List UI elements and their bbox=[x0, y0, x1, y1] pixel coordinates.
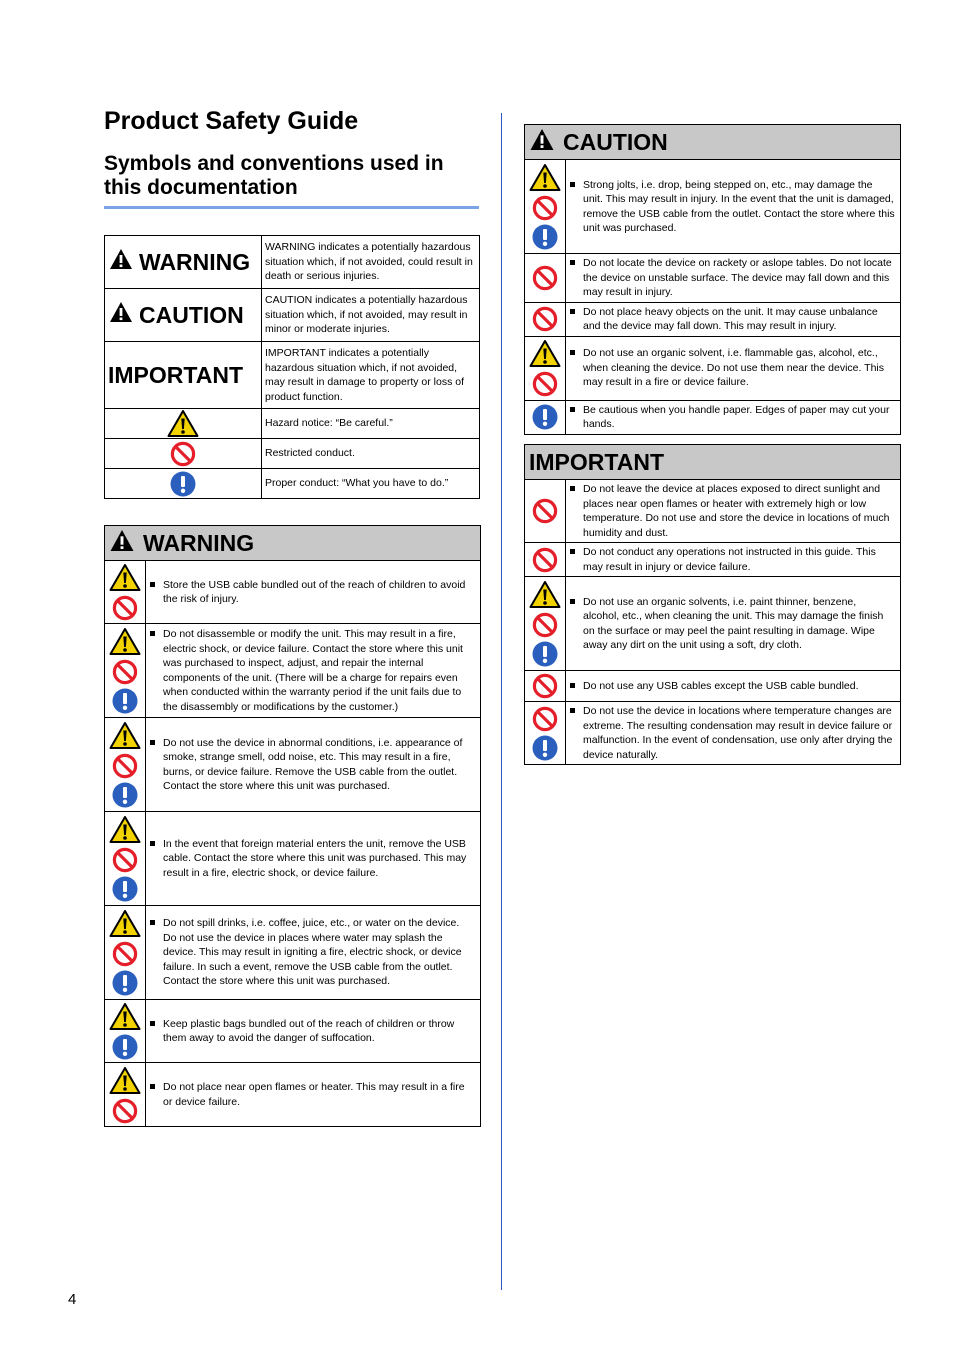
legend-row-restricted bbox=[105, 439, 480, 469]
subtitle-rule bbox=[104, 206, 479, 209]
caution-header bbox=[525, 125, 900, 159]
bullet-square-icon bbox=[570, 182, 575, 187]
prohibited-icon bbox=[532, 498, 558, 524]
warning-row bbox=[105, 718, 481, 812]
caution-header-row bbox=[525, 125, 901, 160]
mandatory-icon bbox=[532, 641, 558, 667]
bullet-square-icon bbox=[150, 841, 155, 846]
warning-header-label: WARNING bbox=[143, 529, 255, 556]
important-row-text: Do not use the device in locations where temperature changes are extreme. The resulting condensation may result in device failure or malfunction. In the event of condensation, use only after drying the device naturally. bbox=[583, 705, 893, 761]
important-row bbox=[525, 671, 901, 702]
column-divider bbox=[501, 113, 502, 1290]
legend-warning-desc: WARNING indicates a potentially hazardous situation which, if not avoided, could result in death or serious injuries. bbox=[262, 236, 480, 289]
warning-row-icons bbox=[105, 561, 146, 624]
caution-triangle-icon bbox=[109, 301, 139, 329]
bullet-square-icon bbox=[570, 708, 575, 713]
caution-row-icons bbox=[525, 336, 566, 400]
important-row-icons bbox=[525, 543, 566, 577]
caution-row-text: Strong jolts, i.e. drop, being stepped on, etc., may damage the unit. This may result in injury. In the event that the unit is damaged, remove the USB cable from the outlet. Contact the store where this unit was purchased. bbox=[583, 178, 895, 234]
hazard-icon bbox=[109, 627, 141, 656]
warning-row-text: Keep plastic bags bundled out of the reach of children or throw them away to avoid the danger of suffocation. bbox=[163, 1017, 455, 1044]
warning-row-icons bbox=[105, 1000, 146, 1063]
prohibited-icon bbox=[112, 753, 138, 779]
bullet-square-icon bbox=[570, 486, 575, 491]
page-number: 4 bbox=[68, 1291, 77, 1308]
hazard-icon bbox=[109, 563, 141, 592]
hazard-icon bbox=[109, 1066, 141, 1095]
caution-row-icons bbox=[525, 400, 566, 434]
prohibited-icon bbox=[532, 706, 558, 732]
warning-header-row bbox=[105, 526, 481, 561]
bullet-square-icon bbox=[570, 683, 575, 688]
caution-row bbox=[525, 336, 901, 400]
warning-table bbox=[104, 525, 481, 1127]
symbol-legend-table bbox=[104, 235, 480, 499]
important-row-text: Do not conduct any operations not instructed in this guide. This may result in injury or device failure. bbox=[583, 546, 876, 573]
caution-header-label: CAUTION bbox=[563, 128, 668, 155]
mandatory-icon bbox=[112, 1034, 138, 1060]
hazard-icon bbox=[109, 909, 141, 938]
page-title: Product Safety Guide bbox=[104, 107, 359, 135]
section-subtitle: Symbols and conventions used in this documentation bbox=[104, 152, 444, 199]
caution-row bbox=[525, 400, 901, 434]
prohibited-icon bbox=[112, 659, 138, 685]
bullet-square-icon bbox=[570, 549, 575, 554]
important-header-row bbox=[525, 445, 901, 480]
caution-row-icons bbox=[525, 160, 566, 254]
bullet-square-icon bbox=[570, 309, 575, 314]
bullet-square-icon bbox=[150, 582, 155, 587]
mandatory-icon bbox=[532, 404, 558, 430]
important-row bbox=[525, 480, 901, 543]
caution-table bbox=[524, 124, 901, 435]
legend-caution-desc: CAUTION indicates a potentially hazardous situation which, if not avoided, may result in minor or moderate injuries. bbox=[262, 289, 480, 342]
warning-row-text: Do not place near open flames or heater. This may result in a fire or device failure. bbox=[163, 1081, 465, 1108]
mandatory-icon bbox=[112, 876, 138, 902]
important-row-icons bbox=[525, 702, 566, 765]
bullet-square-icon bbox=[150, 1084, 155, 1089]
legend-row-warning bbox=[105, 236, 480, 289]
mandatory-icon bbox=[112, 970, 138, 996]
warning-row bbox=[105, 906, 481, 1000]
mandatory-icon bbox=[532, 224, 558, 250]
mandatory-icon bbox=[112, 688, 138, 714]
prohibited-icon bbox=[532, 673, 558, 699]
warning-row-text: Do not disassemble or modify the unit. This may result in a fire, electric shock, or device failure. Contact the store where this unit was purchased to inspect, adjust, and repair the internal components of the unit. (There will be a charge for repairs even when conducted within the warranty period if the unit fails due to the disassembly or modifications by the customer.) bbox=[163, 628, 463, 713]
warning-row-icons bbox=[105, 624, 146, 718]
important-header-label: IMPORTANT bbox=[529, 448, 665, 475]
prohibited-icon bbox=[112, 941, 138, 967]
legend-row-proper bbox=[105, 469, 480, 499]
legend-proper-desc: Proper conduct: “What you have to do.” bbox=[262, 469, 480, 499]
legend-restricted-icon-cell bbox=[105, 439, 262, 469]
bullet-square-icon bbox=[570, 407, 575, 412]
warning-row bbox=[105, 1000, 481, 1063]
important-header bbox=[525, 445, 900, 479]
warning-row-text: Do not spill drinks, i.e. coffee, juice, etc., or water on the device. Do not use the device in places where water may splash the device. This may result in igniting a fire, electric shock, or device failure. In such a event, remove the USB cable from the outlet. Contact the store where this unit was purchased. bbox=[163, 917, 462, 988]
prohibited-icon bbox=[112, 847, 138, 873]
legend-caution-label: CAUTION bbox=[139, 301, 244, 328]
important-row-text: Do not use any USB cables except the USB cable bundled. bbox=[583, 679, 859, 692]
caution-row-text: Do not locate the device on rackety or aslope tables. Do not locate the device on unstable surface. The device may fall down and this may result in injury. bbox=[583, 257, 892, 298]
warning-row bbox=[105, 624, 481, 718]
hazard-icon bbox=[167, 415, 199, 432]
important-row bbox=[525, 577, 901, 671]
warning-header bbox=[105, 526, 480, 560]
warning-row bbox=[105, 812, 481, 906]
bullet-square-icon bbox=[570, 350, 575, 355]
important-row-icons bbox=[525, 480, 566, 543]
important-row bbox=[525, 702, 901, 765]
caution-row-icons bbox=[525, 254, 566, 303]
warning-row-icons bbox=[105, 812, 146, 906]
important-table bbox=[524, 444, 901, 765]
legend-warning-label: WARNING bbox=[139, 248, 251, 275]
legend-row-caution bbox=[105, 289, 480, 342]
prohibited-icon bbox=[532, 547, 558, 573]
legend-restricted-desc: Restricted conduct. bbox=[262, 439, 480, 469]
important-row-icons bbox=[525, 671, 566, 702]
warning-row-icons bbox=[105, 906, 146, 1000]
warning-header-icon bbox=[109, 529, 143, 558]
legend-hazard-icon-cell bbox=[105, 409, 262, 439]
prohibited-icon bbox=[170, 445, 196, 462]
bullet-square-icon bbox=[570, 599, 575, 604]
prohibited-icon bbox=[532, 265, 558, 291]
caution-row-text: Be cautious when you handle paper. Edges of paper may cut your hands. bbox=[583, 403, 890, 430]
mandatory-icon bbox=[170, 475, 196, 492]
prohibited-icon bbox=[532, 612, 558, 638]
caution-row-icons bbox=[525, 302, 566, 336]
hazard-icon bbox=[529, 339, 561, 368]
bullet-square-icon bbox=[150, 631, 155, 636]
important-row-text: Do not leave the device at places exposed to direct sunlight and places near open flames or heater with extremely high or low temperature. Do not use and store the device in locations of much humidity and dust. bbox=[583, 483, 890, 539]
caution-row-text: Do not use an organic solvent, i.e. flammable gas, alcohol, etc., when cleaning the device. Do not use them near the device. This may result in a fire or device failure. bbox=[583, 347, 884, 389]
warning-row-text: Do not use the device in abnormal conditions, i.e. appearance of smoke, strange smell, odd noise, etc. This may result in a fire, burns, or device failure. Remove the USB cable from the outlet. Contact the store where this unit was purchased. bbox=[163, 736, 463, 792]
hazard-icon bbox=[109, 815, 141, 844]
prohibited-icon bbox=[532, 195, 558, 221]
warning-row-icons bbox=[105, 1063, 146, 1127]
bullet-square-icon bbox=[150, 920, 155, 925]
warning-row bbox=[105, 561, 481, 624]
mandatory-icon bbox=[532, 735, 558, 761]
caution-row-text: Do not place heavy objects on the unit. It may cause unbalance and the device may fall down. This may result in injury. bbox=[583, 305, 878, 332]
legend-row-hazard bbox=[105, 409, 480, 439]
hazard-icon bbox=[529, 580, 561, 609]
hazard-icon bbox=[529, 163, 561, 192]
warning-row-text: In the event that foreign material enters the unit, remove the USB cable. Contact the store where this unit was purchased. This may result in a fire, electric shock, or device failure. bbox=[163, 837, 467, 879]
legend-proper-icon-cell bbox=[105, 469, 262, 499]
warning-row-text: Store the USB cable bundled out of the reach of children to avoid the risk of injury. bbox=[163, 578, 466, 605]
legend-important-label: IMPORTANT bbox=[105, 342, 262, 409]
bullet-square-icon bbox=[150, 740, 155, 745]
warning-row bbox=[105, 1063, 481, 1127]
caution-header-icon bbox=[529, 128, 563, 157]
important-row bbox=[525, 543, 901, 577]
caution-row bbox=[525, 302, 901, 336]
warning-triangle-icon bbox=[109, 248, 139, 276]
caution-row bbox=[525, 160, 901, 254]
legend-row-important bbox=[105, 342, 480, 409]
legend-hazard-desc: Hazard notice: “Be careful.” bbox=[262, 409, 480, 439]
caution-row bbox=[525, 254, 901, 303]
legend-caution-cell bbox=[105, 289, 262, 342]
prohibited-icon bbox=[532, 371, 558, 397]
legend-warning-cell bbox=[105, 236, 262, 289]
hazard-icon bbox=[109, 721, 141, 750]
mandatory-icon bbox=[112, 782, 138, 808]
prohibited-icon bbox=[112, 595, 138, 621]
prohibited-icon bbox=[112, 1098, 138, 1124]
hazard-icon bbox=[109, 1002, 141, 1031]
bullet-square-icon bbox=[570, 260, 575, 265]
legend-important-desc: IMPORTANT indicates a potentially hazardous situation which, if not avoided, may result in damage to property or loss of product function. bbox=[262, 342, 480, 409]
bullet-square-icon bbox=[150, 1021, 155, 1026]
important-row-text: Do not use an organic solvents, i.e. paint thinner, benzene, alcohol, etc., when cleaning the unit. This may damage the finish on the surface or may peel the paint resulting in damage. Wipe away any dirt on the unit using a soft, dry cloth. bbox=[583, 595, 884, 651]
prohibited-icon bbox=[532, 306, 558, 332]
important-row-icons bbox=[525, 577, 566, 671]
warning-row-icons bbox=[105, 718, 146, 812]
